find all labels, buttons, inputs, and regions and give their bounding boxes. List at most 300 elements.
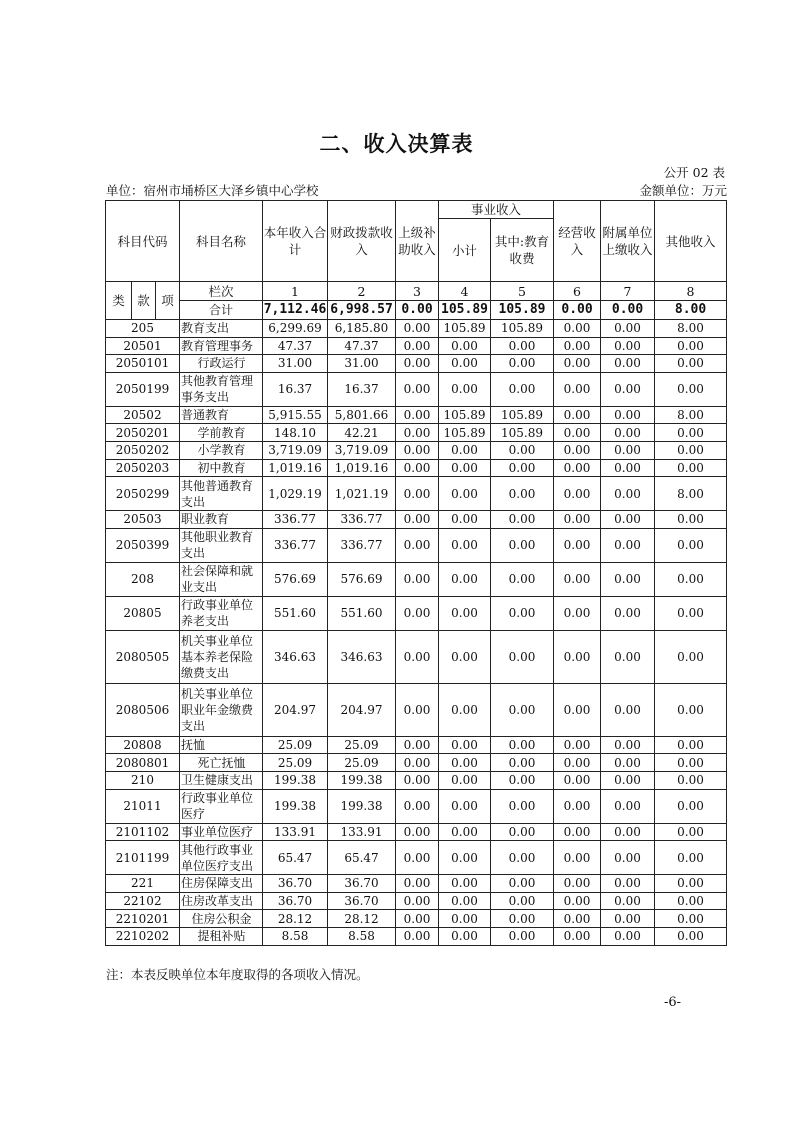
amount-cell: 6,185.80 (328, 320, 396, 338)
amount-cell: 0.00 (491, 441, 554, 459)
amount-cell: 0.00 (554, 320, 601, 338)
amount-cell: 346.63 (328, 630, 396, 683)
subject-code: 2050203 (106, 459, 180, 477)
amount-cell: 0.00 (655, 910, 727, 928)
total-value: 0.00 (601, 301, 655, 320)
amount-cell: 0.00 (601, 406, 655, 424)
amount-cell: 0.00 (491, 910, 554, 928)
table-row (106, 910, 727, 928)
amount-cell: 0.00 (554, 875, 601, 893)
total-row (106, 301, 727, 320)
amount-cell: 0.00 (396, 406, 439, 424)
amount-cell: 0.00 (655, 789, 727, 823)
amount-cell: 0.00 (601, 754, 655, 772)
amount-cell: 105.89 (439, 424, 491, 442)
amount-cell: 0.00 (601, 372, 655, 406)
table-row (106, 841, 727, 875)
subject-name: 其他普通教育支出 (180, 477, 263, 511)
subject-name: 行政运行 (180, 355, 263, 373)
amount-cell: 0.00 (601, 789, 655, 823)
amount-cell: 0.00 (491, 875, 554, 893)
amount-cell: 0.00 (491, 771, 554, 789)
amount-cell: 31.00 (328, 355, 396, 373)
amount-cell: 0.00 (439, 596, 491, 630)
amount-cell: 36.70 (263, 892, 328, 910)
header-column-no: 栏次 (180, 282, 263, 301)
subject-code: 20808 (106, 736, 180, 754)
amount-cell: 0.00 (655, 771, 727, 789)
subject-code: 2050201 (106, 424, 180, 442)
table-row (106, 528, 727, 562)
amount-cell: 105.89 (491, 424, 554, 442)
subject-name: 抚恤 (180, 736, 263, 754)
table-row (106, 927, 727, 945)
amount-cell: 0.00 (655, 459, 727, 477)
amount-cell: 204.97 (263, 683, 328, 736)
amount-cell: 576.69 (328, 562, 396, 596)
header-operating: 经营收入 (554, 201, 601, 282)
amount-cell: 0.00 (601, 320, 655, 338)
subject-code: 2101199 (106, 841, 180, 875)
amount-cell: 0.00 (396, 823, 439, 841)
amount-cell: 0.00 (554, 683, 601, 736)
amount-cell: 0.00 (491, 355, 554, 373)
amount-cell: 0.00 (396, 337, 439, 355)
table-note: 注：本表反映单位本年度取得的各项收入情况。 (106, 967, 369, 982)
total-value: 105.89 (491, 301, 554, 320)
amount-cell: 0.00 (491, 754, 554, 772)
amount-cell: 8.58 (328, 927, 396, 945)
header-business: 事业收入 (439, 201, 554, 219)
amount-cell: 16.37 (263, 372, 328, 406)
amount-cell: 3,719.09 (263, 441, 328, 459)
amount-cell: 0.00 (601, 528, 655, 562)
column-number: 4 (439, 282, 491, 301)
header-name: 科目名称 (180, 201, 263, 282)
amount-cell: 551.60 (263, 596, 328, 630)
amount-cell: 65.47 (328, 841, 396, 875)
table-row (106, 596, 727, 630)
amount-cell: 0.00 (439, 892, 491, 910)
header-business-edu: 其中:教育收费 (491, 219, 554, 282)
column-number: 8 (655, 282, 727, 301)
column-number: 2 (328, 282, 396, 301)
amount-cell: 0.00 (655, 441, 727, 459)
amount-cell: 0.00 (554, 459, 601, 477)
amount-cell: 0.00 (554, 337, 601, 355)
amount-cell: 0.00 (439, 683, 491, 736)
amount-cell: 1,021.19 (328, 477, 396, 511)
amount-cell: 47.37 (263, 337, 328, 355)
amount-cell: 28.12 (263, 910, 328, 928)
subject-code: 2050202 (106, 441, 180, 459)
header-other: 其他收入 (655, 201, 727, 282)
subject-name: 死亡抚恤 (180, 754, 263, 772)
amount-cell: 0.00 (655, 823, 727, 841)
subject-code: 20805 (106, 596, 180, 630)
amount-cell: 1,029.19 (263, 477, 328, 511)
amount-cell: 0.00 (396, 459, 439, 477)
subject-code: 2050199 (106, 372, 180, 406)
amount-cell: 346.63 (263, 630, 328, 683)
table-row (106, 562, 727, 596)
amount-cell: 0.00 (554, 562, 601, 596)
amount-cell: 0.00 (554, 789, 601, 823)
amount-cell: 133.91 (263, 823, 328, 841)
amount-cell: 0.00 (601, 424, 655, 442)
amount-cell: 105.89 (491, 320, 554, 338)
amount-cell: 0.00 (439, 477, 491, 511)
amount-cell: 0.00 (554, 477, 601, 511)
amount-cell: 105.89 (439, 320, 491, 338)
amount-cell: 199.38 (328, 789, 396, 823)
amount-cell: 0.00 (396, 355, 439, 373)
table-row (106, 477, 727, 511)
amount-cell: 0.00 (396, 875, 439, 893)
table-row (106, 424, 727, 442)
subject-code: 2080506 (106, 683, 180, 736)
column-number: 3 (396, 282, 439, 301)
amount-cell: 3,719.09 (328, 441, 396, 459)
amount-cell: 0.00 (396, 424, 439, 442)
amount-cell: 0.00 (396, 477, 439, 511)
amount-cell: 0.00 (601, 337, 655, 355)
header-business-subtotal: 小计 (439, 219, 491, 282)
table-row (106, 789, 727, 823)
amount-cell: 0.00 (601, 511, 655, 529)
amount-cell: 336.77 (328, 528, 396, 562)
amount-cell: 0.00 (439, 771, 491, 789)
amount-cell: 0.00 (655, 841, 727, 875)
amount-cell: 336.77 (263, 511, 328, 529)
table-row (106, 511, 727, 529)
header-total: 本年收入合计 (263, 201, 328, 282)
amount-cell: 0.00 (439, 927, 491, 945)
table-row (106, 892, 727, 910)
money-unit-label: 金额单位：万元 (639, 183, 727, 198)
column-number: 7 (601, 282, 655, 301)
amount-cell: 0.00 (554, 771, 601, 789)
amount-cell: 0.00 (491, 823, 554, 841)
amount-cell: 0.00 (554, 841, 601, 875)
amount-cell: 0.00 (655, 372, 727, 406)
amount-cell: 0.00 (439, 630, 491, 683)
subject-code: 22102 (106, 892, 180, 910)
amount-cell: 0.00 (655, 562, 727, 596)
amount-cell: 336.77 (328, 511, 396, 529)
amount-cell: 0.00 (601, 355, 655, 373)
amount-cell: 0.00 (491, 927, 554, 945)
amount-cell: 0.00 (601, 441, 655, 459)
subject-code: 221 (106, 875, 180, 893)
amount-cell: 0.00 (601, 841, 655, 875)
amount-cell: 0.00 (439, 511, 491, 529)
table-row (106, 441, 727, 459)
amount-cell: 0.00 (491, 511, 554, 529)
subject-name: 职业教育 (180, 511, 263, 529)
subject-code: 2080505 (106, 630, 180, 683)
amount-cell: 576.69 (263, 562, 328, 596)
header-lei: 类 (106, 282, 132, 320)
amount-cell: 0.00 (601, 683, 655, 736)
amount-cell: 0.00 (655, 511, 727, 529)
income-table (105, 200, 727, 946)
amount-cell: 8.00 (655, 320, 727, 338)
amount-cell: 0.00 (554, 630, 601, 683)
amount-cell: 0.00 (491, 372, 554, 406)
amount-cell: 0.00 (491, 477, 554, 511)
amount-cell: 0.00 (396, 630, 439, 683)
amount-cell: 0.00 (601, 562, 655, 596)
amount-cell: 199.38 (328, 771, 396, 789)
amount-cell: 204.97 (328, 683, 396, 736)
total-value: 6,998.57 (328, 301, 396, 320)
amount-cell: 0.00 (554, 927, 601, 945)
amount-cell: 0.00 (601, 892, 655, 910)
amount-cell: 47.37 (328, 337, 396, 355)
subject-code: 208 (106, 562, 180, 596)
amount-cell: 199.38 (263, 789, 328, 823)
subject-name: 住房改革支出 (180, 892, 263, 910)
form-number: 公开 02 表 (663, 165, 725, 180)
amount-cell: 31.00 (263, 355, 328, 373)
amount-cell: 0.00 (396, 441, 439, 459)
amount-cell: 5,801.66 (328, 406, 396, 424)
subject-code: 20502 (106, 406, 180, 424)
table-row (106, 875, 727, 893)
amount-cell: 36.70 (328, 875, 396, 893)
subject-code: 21011 (106, 789, 180, 823)
amount-cell: 0.00 (554, 754, 601, 772)
page-number: -6- (664, 995, 682, 1010)
amount-cell: 0.00 (439, 736, 491, 754)
amount-cell: 0.00 (439, 875, 491, 893)
amount-cell: 0.00 (554, 892, 601, 910)
amount-cell: 25.09 (328, 754, 396, 772)
amount-cell: 0.00 (491, 562, 554, 596)
column-number: 1 (263, 282, 328, 301)
amount-cell: 199.38 (263, 771, 328, 789)
amount-cell: 0.00 (655, 683, 727, 736)
subject-name: 事业单位医疗 (180, 823, 263, 841)
amount-cell: 0.00 (554, 406, 601, 424)
amount-cell: 0.00 (396, 754, 439, 772)
amount-cell: 8.58 (263, 927, 328, 945)
amount-cell: 16.37 (328, 372, 396, 406)
amount-cell: 36.70 (328, 892, 396, 910)
amount-cell: 0.00 (601, 823, 655, 841)
header-kuan: 款 (132, 282, 156, 320)
amount-cell: 0.00 (554, 596, 601, 630)
header-superior: 上级补助收入 (396, 201, 439, 282)
subject-name: 教育支出 (180, 320, 263, 338)
amount-cell: 0.00 (439, 372, 491, 406)
subject-code: 2050101 (106, 355, 180, 373)
subject-name: 初中教育 (180, 459, 263, 477)
unit-label: 单位：宿州市埇桥区大泽乡镇中心学校 (106, 183, 319, 198)
amount-cell: 0.00 (491, 528, 554, 562)
table-row (106, 355, 727, 373)
subject-code: 2050399 (106, 528, 180, 562)
amount-cell: 0.00 (554, 910, 601, 928)
subject-name: 其他职业教育支出 (180, 528, 263, 562)
amount-cell: 0.00 (655, 355, 727, 373)
amount-cell: 0.00 (396, 892, 439, 910)
amount-cell: 0.00 (655, 927, 727, 945)
amount-cell: 0.00 (655, 630, 727, 683)
amount-cell: 0.00 (439, 562, 491, 596)
amount-cell: 105.89 (491, 406, 554, 424)
header-xiang: 项 (156, 282, 180, 320)
table-row (106, 736, 727, 754)
amount-cell: 0.00 (396, 927, 439, 945)
subject-code: 210 (106, 771, 180, 789)
amount-cell: 133.91 (328, 823, 396, 841)
table-row (106, 406, 727, 424)
amount-cell: 0.00 (439, 754, 491, 772)
total-value: 105.89 (439, 301, 491, 320)
amount-cell: 0.00 (655, 528, 727, 562)
amount-cell: 0.00 (439, 841, 491, 875)
amount-cell: 0.00 (554, 736, 601, 754)
amount-cell: 42.21 (328, 424, 396, 442)
column-number: 5 (491, 282, 554, 301)
amount-cell: 0.00 (601, 875, 655, 893)
amount-cell: 6,299.69 (263, 320, 328, 338)
amount-cell: 551.60 (328, 596, 396, 630)
amount-cell: 0.00 (491, 596, 554, 630)
subject-code: 2210202 (106, 927, 180, 945)
amount-cell: 0.00 (396, 771, 439, 789)
amount-cell: 0.00 (554, 355, 601, 373)
amount-cell: 0.00 (396, 528, 439, 562)
amount-cell: 0.00 (396, 372, 439, 406)
amount-cell: 0.00 (601, 596, 655, 630)
amount-cell: 0.00 (554, 424, 601, 442)
amount-cell: 0.00 (491, 841, 554, 875)
subject-name: 住房保障支出 (180, 875, 263, 893)
subject-name: 小学教育 (180, 441, 263, 459)
header-code: 科目代码 (106, 201, 180, 282)
amount-cell: 5,915.55 (263, 406, 328, 424)
amount-cell: 0.00 (396, 596, 439, 630)
header-fiscal: 财政拨款收入 (328, 201, 396, 282)
total-label: 合计 (180, 301, 263, 320)
amount-cell: 36.70 (263, 875, 328, 893)
amount-cell: 0.00 (396, 736, 439, 754)
amount-cell: 0.00 (655, 337, 727, 355)
amount-cell: 0.00 (491, 459, 554, 477)
subject-name: 行政事业单位医疗 (180, 789, 263, 823)
amount-cell: 25.09 (328, 736, 396, 754)
total-value: 0.00 (396, 301, 439, 320)
subject-name: 卫生健康支出 (180, 771, 263, 789)
amount-cell: 148.10 (263, 424, 328, 442)
amount-cell: 0.00 (491, 789, 554, 823)
subject-name: 普通教育 (180, 406, 263, 424)
column-number: 6 (554, 282, 601, 301)
subject-name: 其他行政事业单位医疗支出 (180, 841, 263, 875)
amount-cell: 25.09 (263, 736, 328, 754)
amount-cell: 0.00 (655, 754, 727, 772)
subject-name: 机关事业单位职业年金缴费支出 (180, 683, 263, 736)
amount-cell: 0.00 (491, 892, 554, 910)
amount-cell: 1,019.16 (328, 459, 396, 477)
table-row (106, 683, 727, 736)
header-affiliated: 附属单位上缴收入 (601, 201, 655, 282)
amount-cell: 8.00 (655, 477, 727, 511)
table-row (106, 630, 727, 683)
subject-name: 提租补贴 (180, 927, 263, 945)
subject-name: 机关事业单位基本养老保险缴费支出 (180, 630, 263, 683)
table-row (106, 320, 727, 338)
amount-cell: 105.89 (439, 406, 491, 424)
amount-cell: 0.00 (396, 789, 439, 823)
amount-cell: 65.47 (263, 841, 328, 875)
table-row (106, 754, 727, 772)
amount-cell: 336.77 (263, 528, 328, 562)
amount-cell: 25.09 (263, 754, 328, 772)
subject-name: 行政事业单位养老支出 (180, 596, 263, 630)
amount-cell: 0.00 (601, 927, 655, 945)
amount-cell: 0.00 (439, 910, 491, 928)
table-row (106, 372, 727, 406)
amount-cell: 0.00 (439, 355, 491, 373)
amount-cell: 0.00 (491, 630, 554, 683)
table-row (106, 771, 727, 789)
amount-cell: 0.00 (554, 441, 601, 459)
amount-cell: 0.00 (554, 372, 601, 406)
table-row (106, 337, 727, 355)
total-value: 7,112.46 (263, 301, 328, 320)
amount-cell: 1,019.16 (263, 459, 328, 477)
subject-code: 205 (106, 320, 180, 338)
subject-name: 其他教育管理事务支出 (180, 372, 263, 406)
subject-name: 住房公积金 (180, 910, 263, 928)
amount-cell: 0.00 (554, 823, 601, 841)
subject-code: 2210201 (106, 910, 180, 928)
subject-code: 2101102 (106, 823, 180, 841)
amount-cell: 0.00 (396, 562, 439, 596)
amount-cell: 0.00 (601, 477, 655, 511)
amount-cell: 0.00 (601, 910, 655, 928)
amount-cell: 0.00 (396, 841, 439, 875)
amount-cell: 0.00 (655, 736, 727, 754)
amount-cell: 0.00 (396, 683, 439, 736)
amount-cell: 0.00 (655, 892, 727, 910)
amount-cell: 28.12 (328, 910, 396, 928)
subject-name: 社会保障和就业支出 (180, 562, 263, 596)
amount-cell: 0.00 (491, 337, 554, 355)
total-value: 8.00 (655, 301, 727, 320)
amount-cell: 0.00 (655, 596, 727, 630)
subject-code: 2080801 (106, 754, 180, 772)
amount-cell: 0.00 (655, 875, 727, 893)
amount-cell: 8.00 (655, 406, 727, 424)
amount-cell: 0.00 (396, 320, 439, 338)
subject-code: 20501 (106, 337, 180, 355)
table-row (106, 459, 727, 477)
amount-cell: 0.00 (491, 683, 554, 736)
amount-cell: 0.00 (491, 736, 554, 754)
amount-cell: 0.00 (554, 528, 601, 562)
amount-cell: 0.00 (439, 528, 491, 562)
page-title: 二、收入决算表 (319, 132, 474, 156)
amount-cell: 0.00 (396, 910, 439, 928)
subject-code: 20503 (106, 511, 180, 529)
subject-name: 学前教育 (180, 424, 263, 442)
amount-cell: 0.00 (601, 459, 655, 477)
